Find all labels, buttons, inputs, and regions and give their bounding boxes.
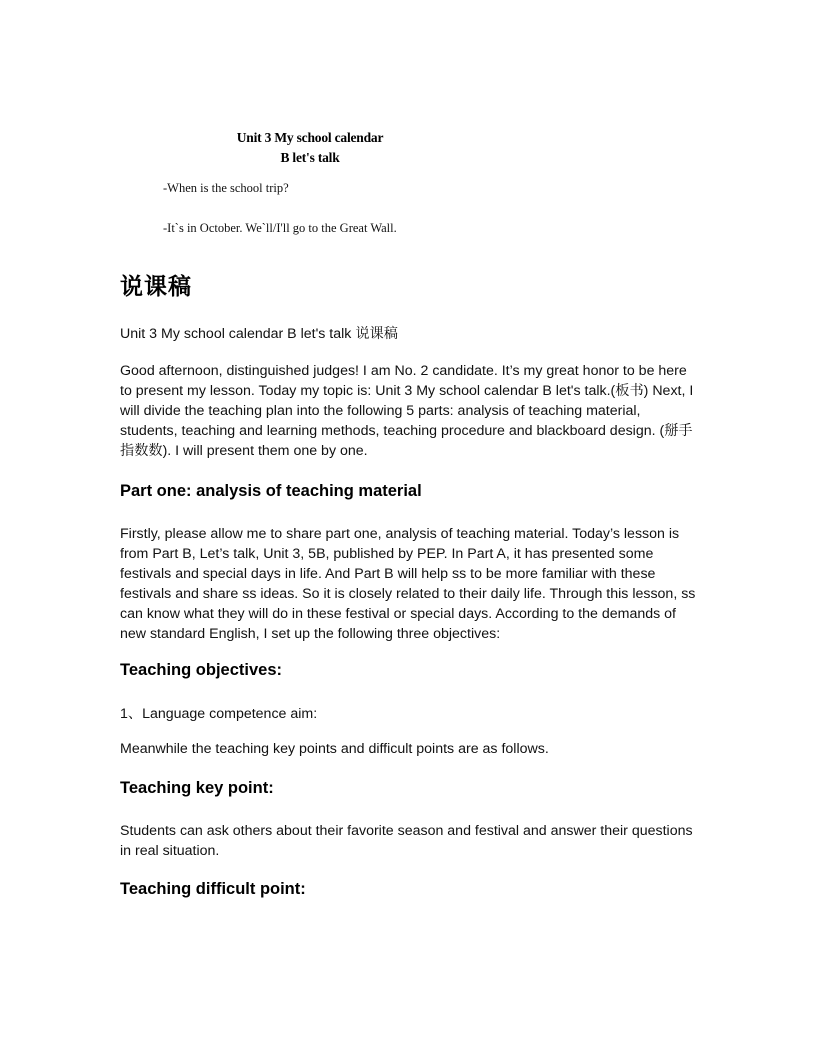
key-points-intro: Meanwhile the teaching key points and difficult points are as follows. (120, 741, 549, 757)
lesson-subtitle: B let's talk (280, 150, 340, 165)
objective-1: 1、Language competence aim: (120, 706, 318, 722)
difficult-point-heading: Teaching difficult point: (120, 880, 306, 898)
key-point-text: Students can ask others about their favorite season and festival and answer their questions in real situation. (120, 823, 693, 859)
lesson-title: Unit 3 My school calendar (236, 130, 384, 145)
intro-paragraph: Good afternoon, distinguished judges! I am No. 2 candidate. It’s my great honor to be here to present my lesson. Today my topic is: Unit 3 My school calendar B let's talk.(板书) Next, I will divide the teaching plan into the following 5 parts: analysis of teaching material, students, teaching and learning methods, teaching procedure and blackboard design. (掰手指数数). I will present them one by one. (120, 363, 694, 459)
dialog-question: -When is the school trip? (163, 181, 289, 195)
main-heading: 说课稿 (120, 274, 192, 300)
objectives-heading: Teaching objectives: (120, 661, 282, 679)
doc-subtitle: Unit 3 My school calendar B let's talk 说课稿 (120, 326, 398, 342)
key-point-heading: Teaching key point: (120, 779, 274, 797)
part-one-heading: Part one: analysis of teaching material (120, 482, 422, 500)
dialog-answer: -It`s in October. We`ll/I'll go to the Great Wall. (163, 221, 397, 235)
part-one-paragraph: Firstly, please allow me to share part one, analysis of teaching material. Today’s lesson is from Part B, Let’s talk, Unit 3, 5B, published by PEP. In Part A, it has presented some festivals and special days in life. And Part B will help ss to be more familiar with these festivals and share ss ideas. So it is closely related to their daily life. Through this lesson, ss can know what they will do in these festival or special days. According to the demands of new standard English, I set up the following three objectives: (120, 526, 696, 642)
